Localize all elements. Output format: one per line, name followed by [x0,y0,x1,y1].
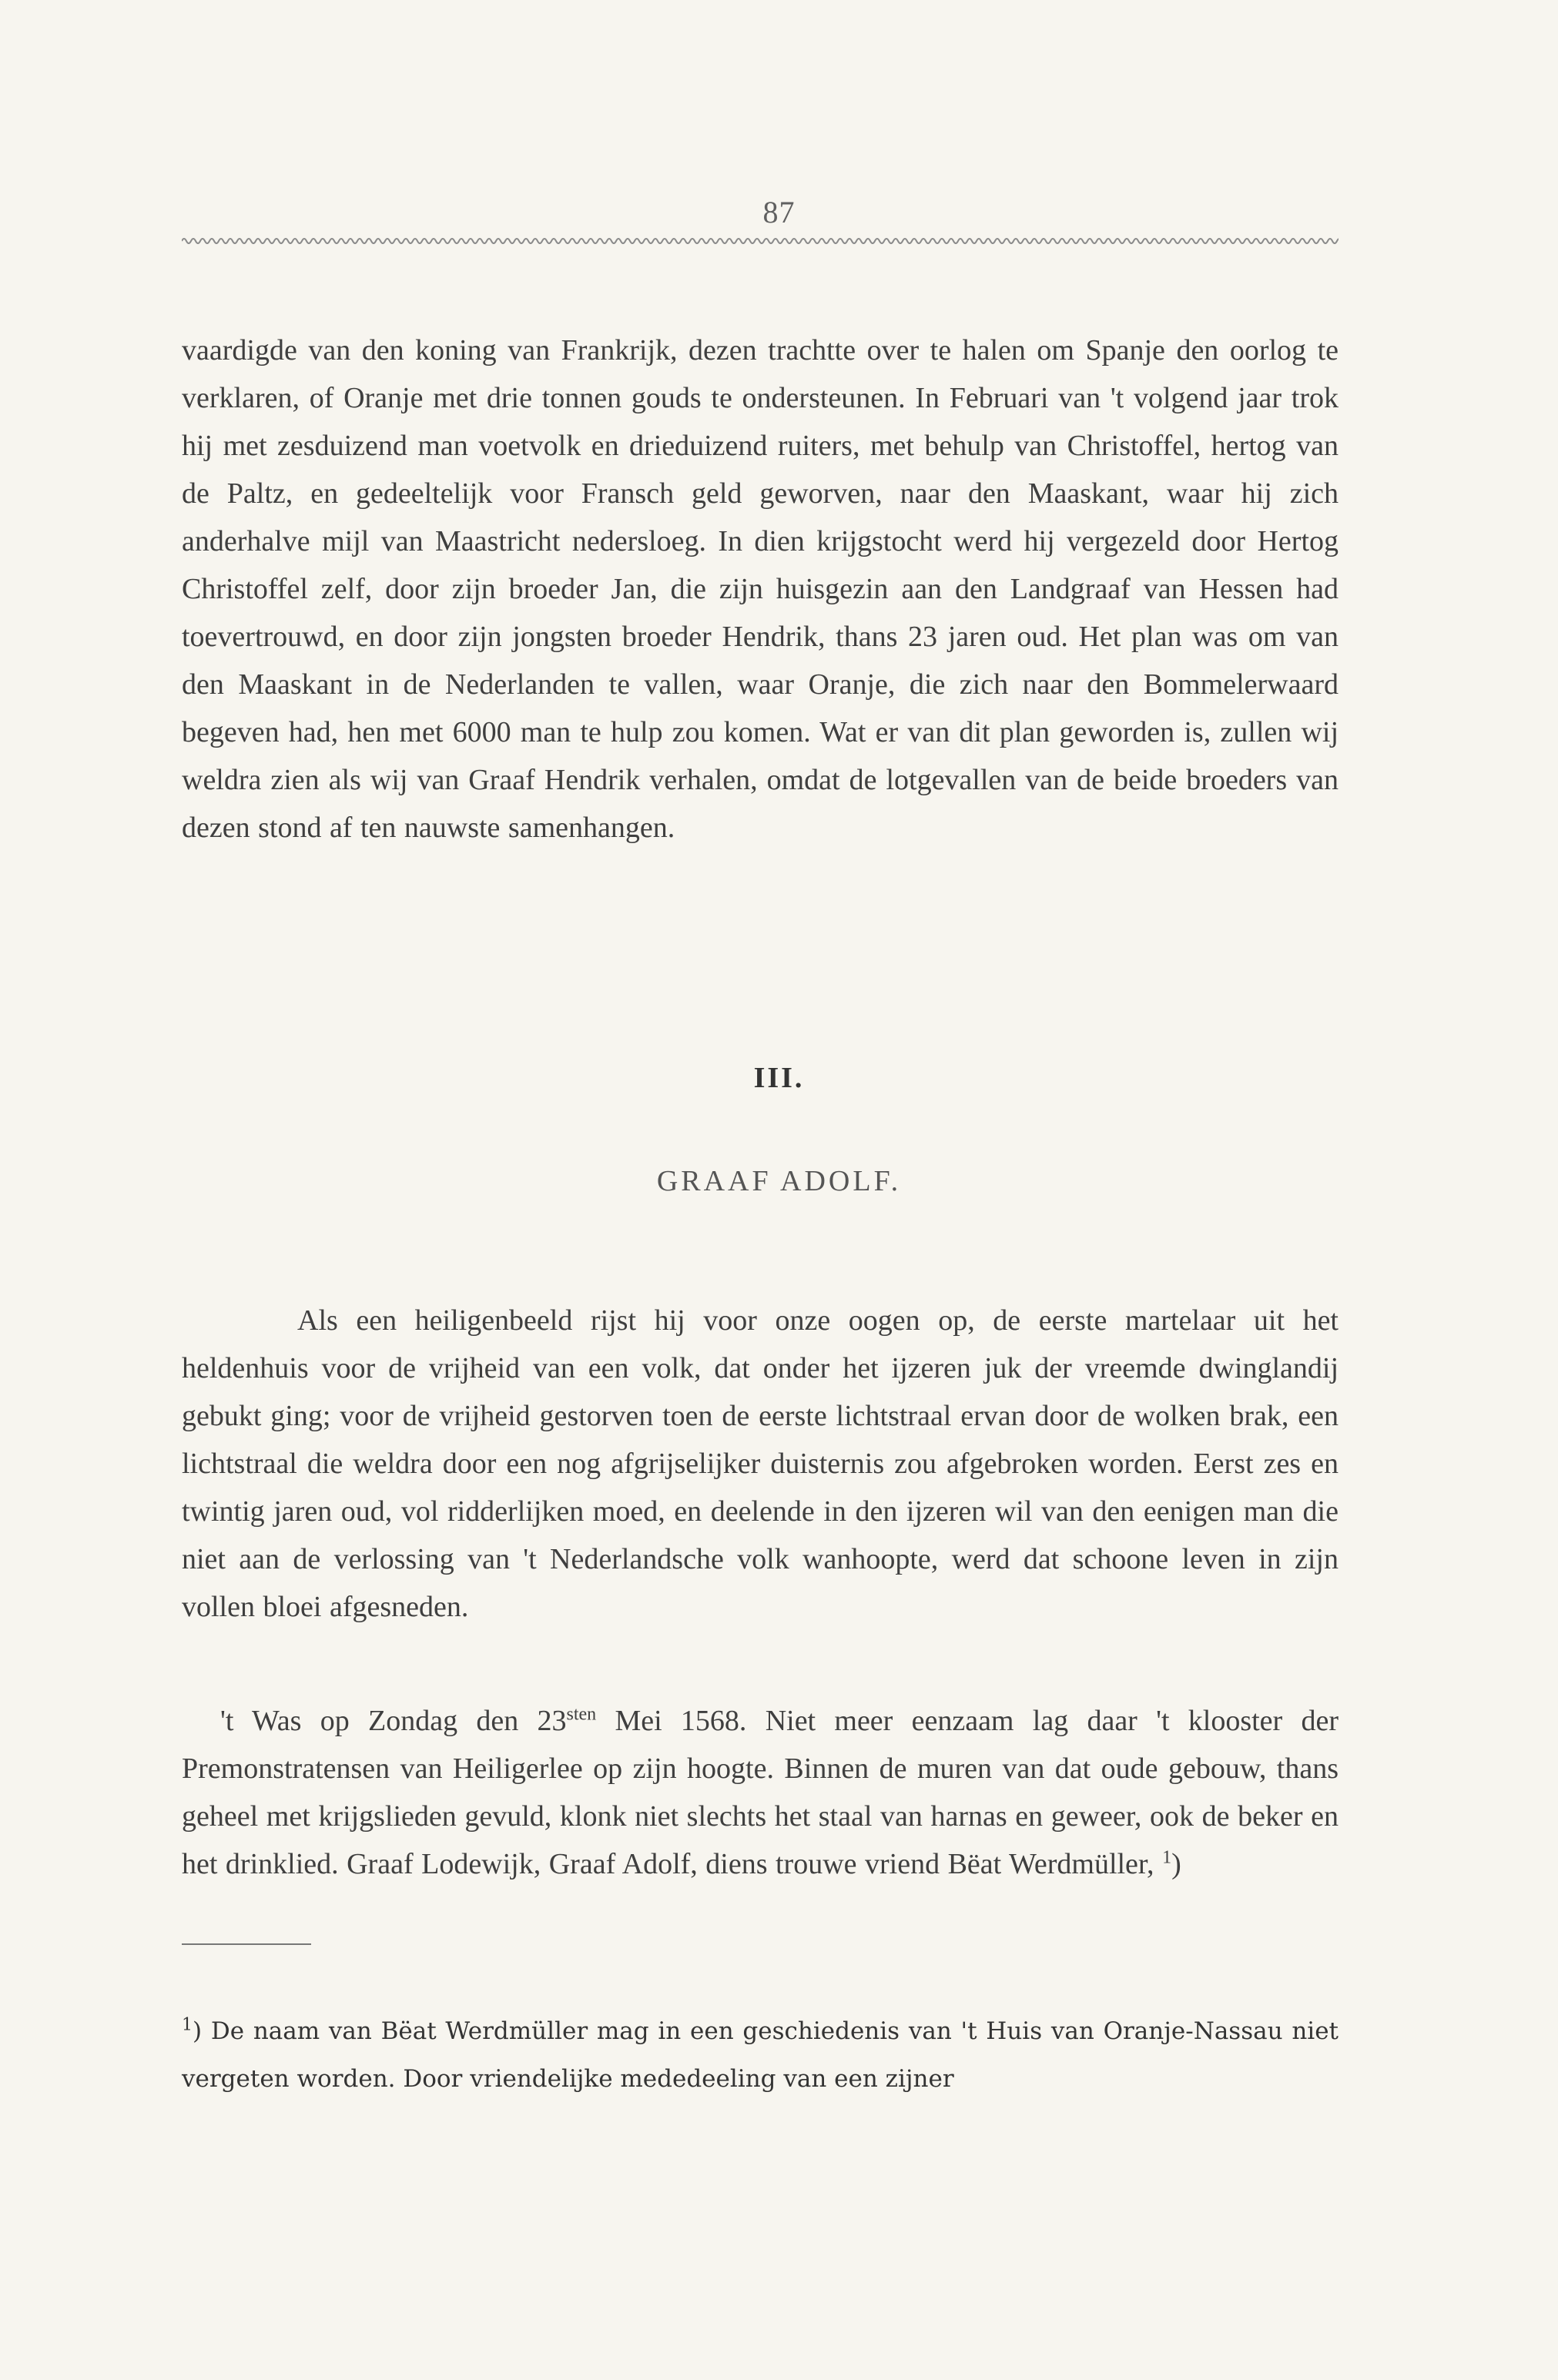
footnote-reference: 1 [1162,1847,1172,1868]
section-number: III. [753,1062,805,1094]
body-paragraph-1: vaardigde van den koning van Frankrijk, dezen trachtte over te halen om Spanje den oorlog te verklaren, of Oranje met drie tonnen gouds te ondersteunen. In Februari van 't volgend jaar trok hij met zesduizend man voetvolk en drieduizend ruiters, met behulp van Christoffel, hertog van de Paltz, en gedeeltelijk voor Fransch geld geworven, naar den Maaskant, waar hij zich anderhalve mijl van Maastricht nedersloeg. In dien krijgstocht werd hij vergezeld door Hertog Christoffel zelf, door zijn broeder Jan, die zijn huisgezin aan den Landgraaf van Hessen had toevertrouwd, en door zijn jongsten broeder Hendrik, thans 23 jaren oud. Het plan was om van den Maaskant in de Nederlanden te vallen, waar Oranje, die zich naar den Bommelerwaard begeven had, hen met 6000 man te hulp zou komen. Wat er van dit plan geworden is, zullen wij weldra zien als wij van Graaf Hendrik verhalen, omdat de lotgevallen van de beide broeders van dezen stond af ten nauwste samenhangen. [182,334,1339,844]
paragraph-3-text-b: Mei 1568. Niet meer eenzaam lag daar 't klooster der Premonstratensen van Heiligerlee op zijn hoogte. Binnen de muren van dat oude gebouw, thans geheel met krijgslieden gevuld, klonk niet slechts het staal van harnas en geweer, ook de beker en het drinklied. Graaf Lodewijk, Graaf Adolf, diens trouwe vriend Bëat Werdmüller, [182,1705,1339,1880]
ordinal-suffix: sten [566,1704,597,1725]
footnote-marker: 1 [182,2015,193,2035]
page-number: 87 [762,195,796,229]
decorative-wavy-rule [182,236,1339,246]
paragraph-3-text-a: 't Was op Zondag den 23 [220,1705,567,1737]
footnote [182,2007,1339,2103]
footnote-text: De naam van Bëat Werdmüller mag in een geschiedenis van 't Huis van Oranje-Nassau niet vergeten worden. Door vriendelijke mededeeling van een zijner [182,2017,1339,2093]
body-paragraph-3 [182,1697,1339,1888]
chapter-title: GRAAF ADOLF. [656,1165,902,1197]
paragraph-3-text-c: ) [1171,1848,1181,1880]
footnote-separator [182,1943,311,1945]
footnote-marker-paren: ) [193,2017,203,2045]
body-paragraph-2: Als een heiligenbeeld rijst hij voor onze oogen op, de eerste martelaar uit het heldenhuis voor de vrijheid van een volk, dat onder het ijzeren juk der vreemde dwinglandij gebukt ging; voor de vrijheid gestorven toen de eerste lichtstraal ervan door de wolken brak, een lichtstraal die weldra door een nog afgrijselijker duisternis zou afgebroken worden. Eerst zes en twintig jaren oud, vol ridderlijken moed, en deelende in den ijzeren wil van den eenigen man die niet aan de verlossing van 't Nederlandsche volk wanhoopte, werd dat schoone leven in zijn vollen bloei afgesneden. [182,1304,1339,1623]
